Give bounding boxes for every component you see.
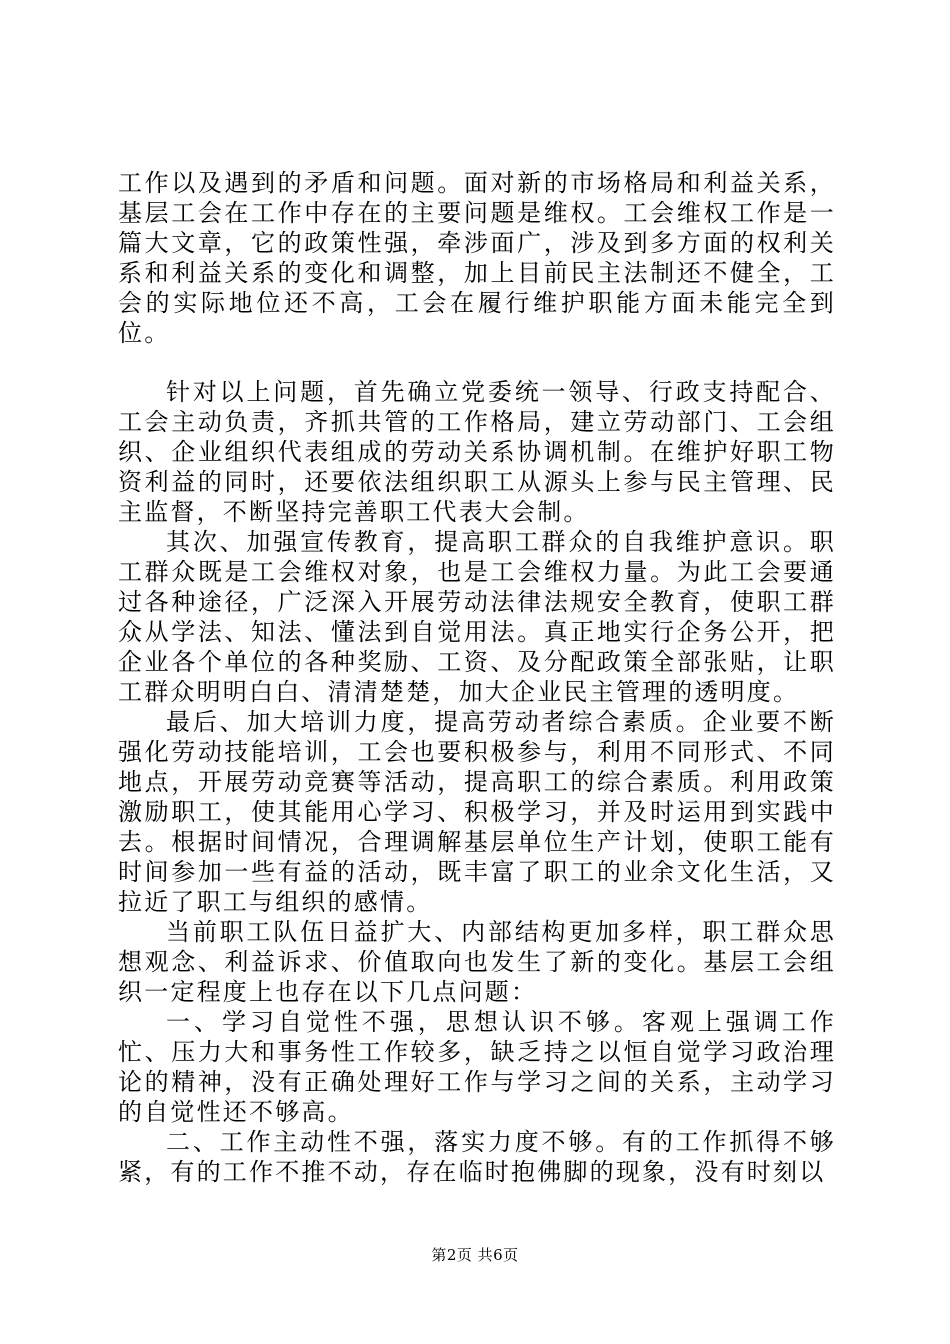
paragraph-problem-two: 二、工作主动性不强，落实力度不够。有的工作抓得不够紧，有的工作不推不动，存在临时抱佛脚的现象，没有时刻以 [118, 1128, 836, 1186]
page-number-footer: 第2页 共6页 [431, 1246, 519, 1264]
paragraph-problem-one: 一、学习自觉性不强，思想认识不够。客观上强调工作忙、压力大和事务性工作较多，缺乏持之以恒自觉学习政治理论的精神，没有正确处理好工作与学习之间的关系，主动学习的自觉性还不够高。 [118, 1008, 836, 1126]
paragraph-continuation: 工作以及遇到的矛盾和问题。面对新的市场格局和利益关系，基层工会在工作中存在的主要问题是维权。工会维权工作是一篇大文章，它的政策性强，牵涉面广，涉及到多方面的权利关系和利益关系的变化和调整，加上目前民主法制还不健全，工会的实际地位还不高，工会在履行维护职能方面未能完全到位。 [118, 169, 836, 347]
paragraph-countermeasure-first: 针对以上问题，首先确立党委统一领导、行政支持配合、工会主动负责，齐抓共管的工作格局，建立劳动部门、工会组织、企业组织代表组成的劳动关系协调机制。在维护好职工物资利益的同时，还要依法组织职工从源头上参与民主管理、民主监督，不断坚持完善职工代表大会制。 [118, 378, 836, 526]
document-body [118, 168, 836, 1187]
paragraph-countermeasure-last: 最后、加大培训力度，提高劳动者综合素质。企业要不断强化劳动技能培训，工会也要积极参与，利用不同形式、不同地点，开展劳动竞赛等活动，提高职工的综合素质。利用政策激励职工，使其能用心学习、积极学习，并及时运用到实践中去。根据时间情况，合理调解基层单位生产计划，使职工能有时间参加一些有益的活动，既丰富了职工的业余文化生活，又拉近了职工与组织的感情。 [118, 708, 836, 916]
paragraph-countermeasure-second: 其次、加强宣传教育，提高职工群众的自我维护意识。职工群众既是工会维权对象，也是工会维权力量。为此工会要通过各种途径，广泛深入开展劳动法律法规安全教育，使职工群众从学法、知法、懂法到自觉用法。真正地实行企务公开，把企业各个单位的各种奖励、工资、及分配政策全部张贴，让职工群众明明白白、清清楚楚，加大企业民主管理的透明度。 [118, 528, 836, 706]
paragraph-current-situation: 当前职工队伍日益扩大、内部结构更加多样，职工群众思想观念、利益诉求、价值取向也发生了新的变化。基层工会组织一定程度上也存在以下几点问题： [118, 918, 836, 1006]
